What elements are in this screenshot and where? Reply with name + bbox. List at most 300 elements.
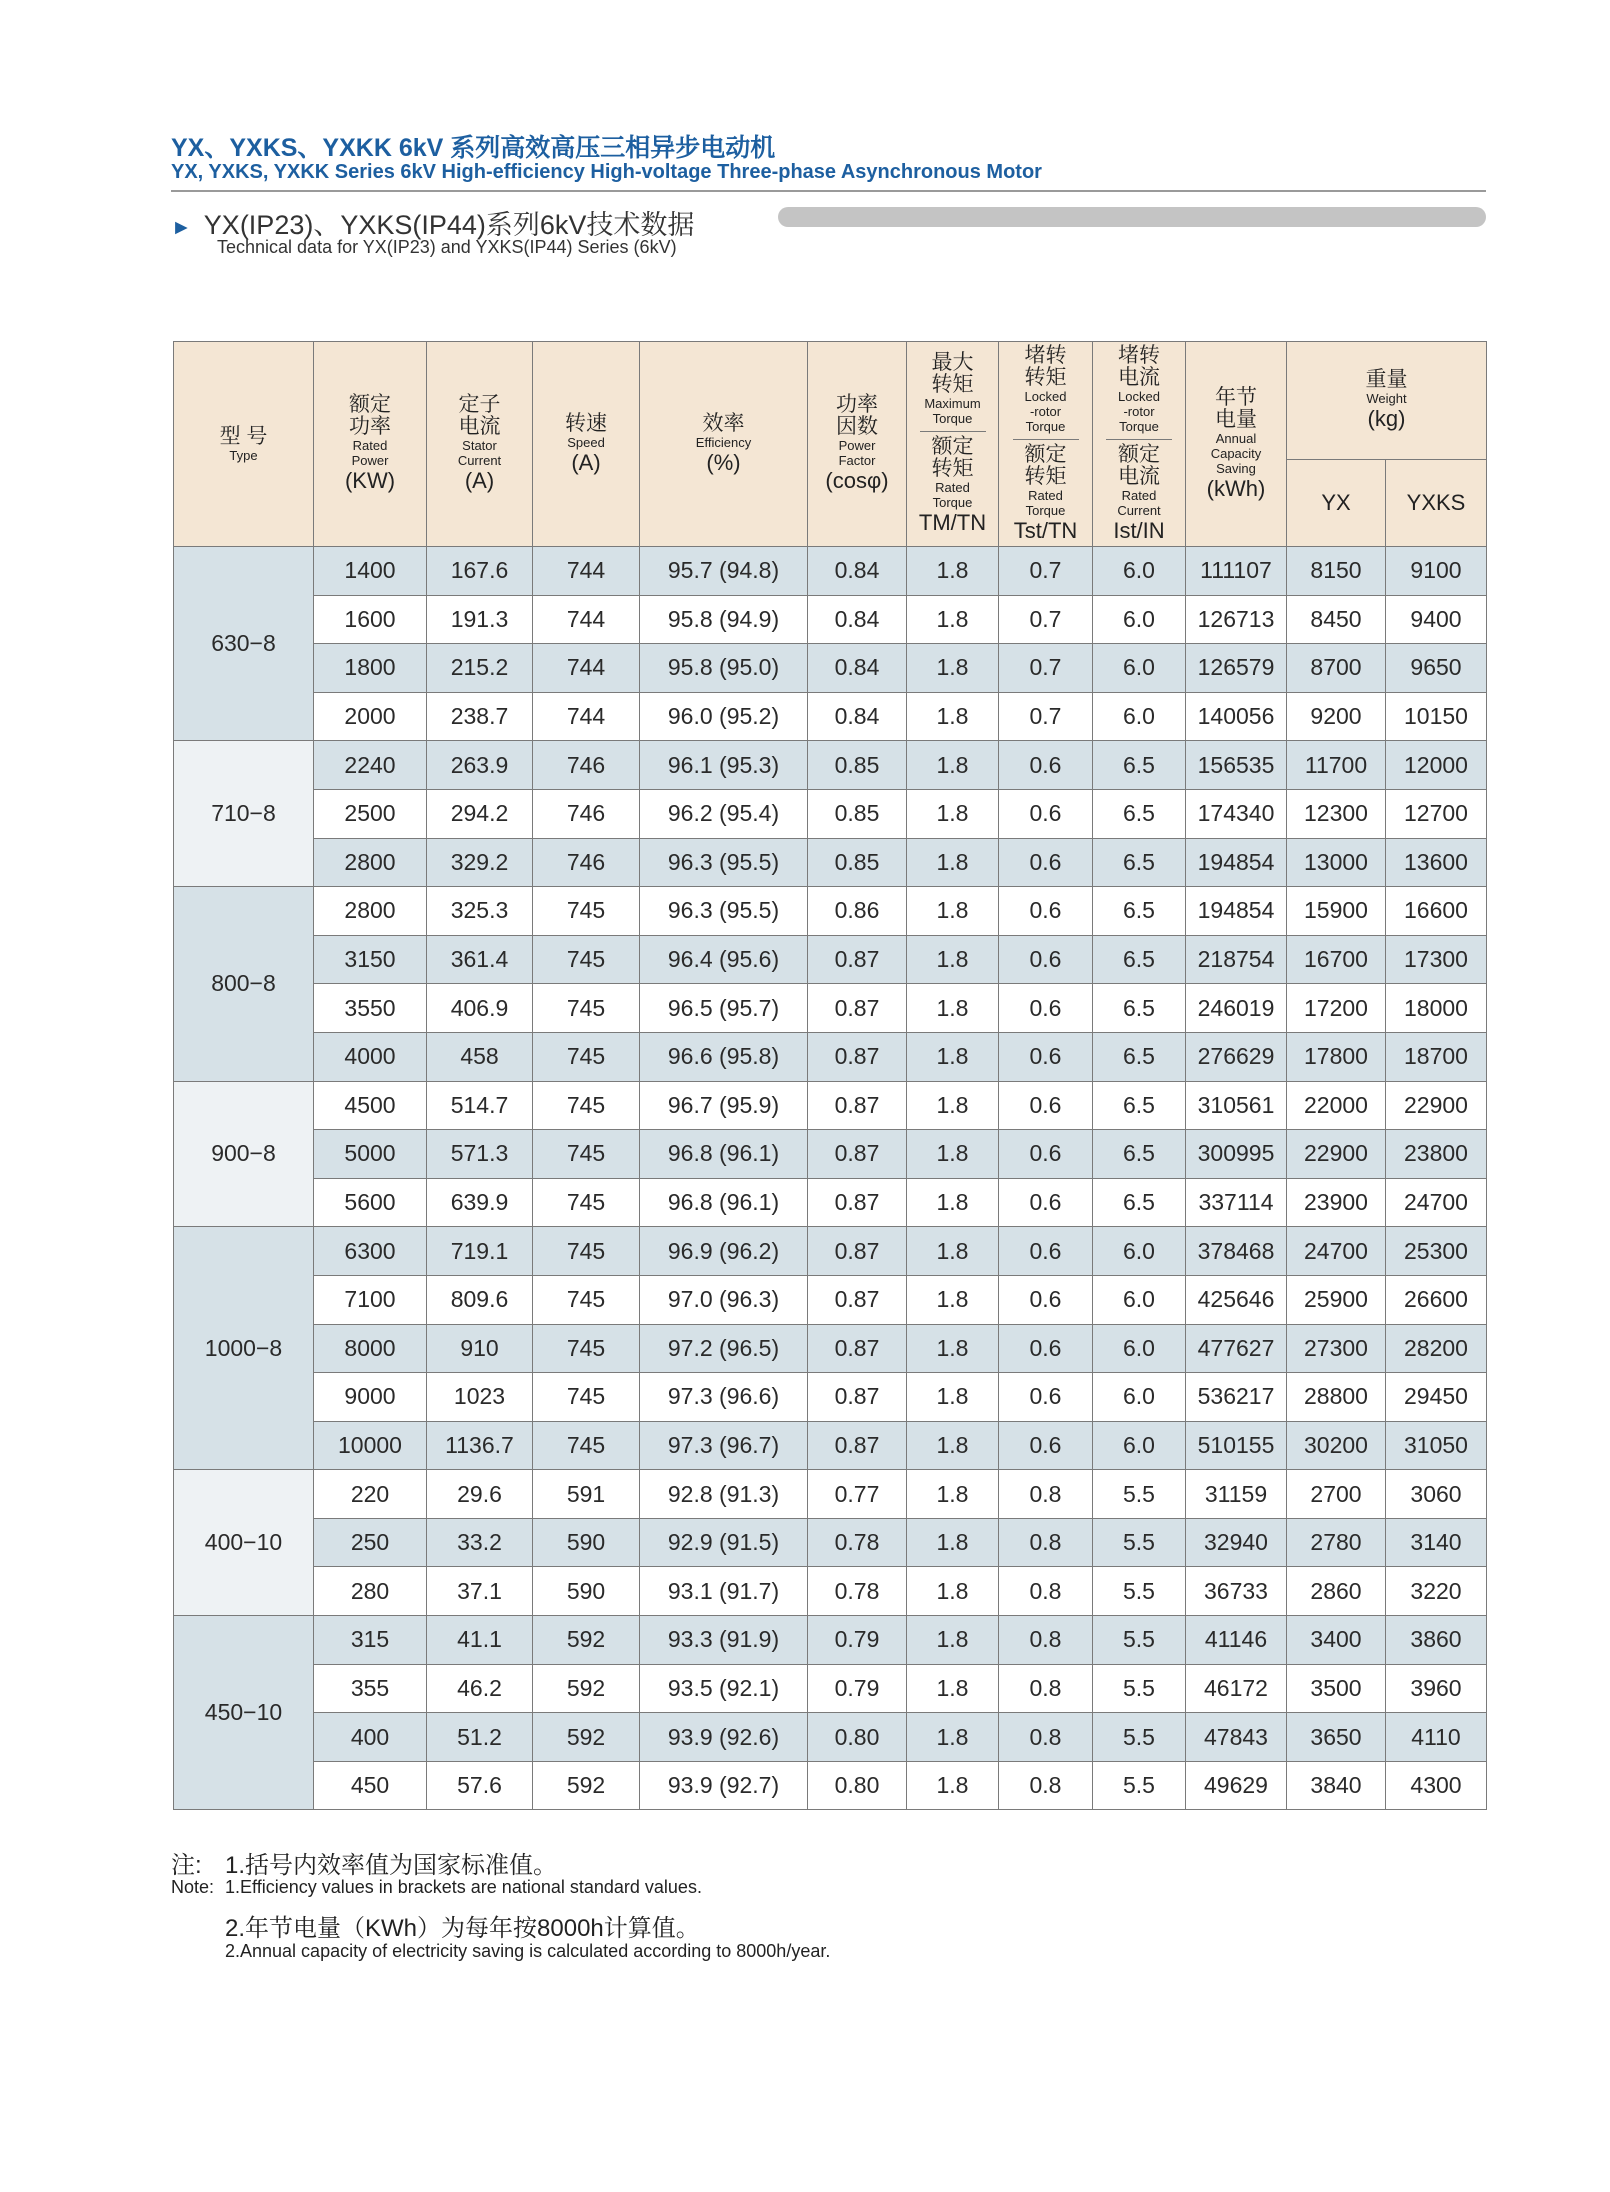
data-cell: 23900 [1287, 1178, 1386, 1227]
data-cell: 93.9 (92.7) [640, 1761, 808, 1810]
data-cell: 1.8 [907, 1664, 999, 1713]
table-row [174, 935, 1487, 984]
data-cell: 24700 [1287, 1227, 1386, 1276]
data-cell: 6.5 [1093, 984, 1186, 1033]
data-cell: 745 [533, 935, 640, 984]
page-title-cn: YX、YXKS、YXKK 6kV 系列高效高压三相异步电动机 [171, 134, 776, 162]
data-cell: 6.0 [1093, 547, 1186, 596]
data-cell: 0.6 [999, 1373, 1093, 1422]
data-cell: 0.8 [999, 1616, 1093, 1665]
data-cell: 32940 [1186, 1518, 1287, 1567]
data-cell: 3550 [314, 984, 427, 1033]
data-cell: 250 [314, 1518, 427, 1567]
col-header-type: 型 号 Type [174, 342, 314, 547]
data-cell: 0.84 [808, 644, 907, 693]
note-1-en-text: 1.Efficiency values in brackets are national standard values. [225, 1877, 702, 1897]
data-cell: 0.8 [999, 1470, 1093, 1519]
data-cell: 315 [314, 1616, 427, 1665]
data-cell: 745 [533, 984, 640, 1033]
data-cell: 4110 [1386, 1713, 1487, 1762]
model-type-cell: 1000−8 [174, 1227, 314, 1470]
data-cell: 7100 [314, 1275, 427, 1324]
data-cell: 745 [533, 1373, 640, 1422]
data-cell: 0.85 [808, 789, 907, 838]
data-cell: 592 [533, 1664, 640, 1713]
data-cell: 1.8 [907, 984, 999, 1033]
data-cell: 194854 [1186, 887, 1287, 936]
data-cell: 96.3 (95.5) [640, 887, 808, 936]
data-cell: 96.5 (95.7) [640, 984, 808, 1033]
data-cell: 0.6 [999, 1324, 1093, 1373]
data-cell: 41.1 [427, 1616, 533, 1665]
table-row [174, 595, 1487, 644]
data-cell: 140056 [1186, 692, 1287, 741]
table-body [174, 547, 1487, 1810]
note-label-en: Note: [171, 1877, 215, 1897]
table-row [174, 1616, 1487, 1665]
data-cell: 1.8 [907, 1616, 999, 1665]
data-cell: 510155 [1186, 1421, 1287, 1470]
data-cell: 2500 [314, 789, 427, 838]
data-cell: 590 [533, 1518, 640, 1567]
data-cell: 1.8 [907, 1373, 999, 1422]
data-cell: 592 [533, 1713, 640, 1762]
data-cell: 744 [533, 692, 640, 741]
data-cell: 0.7 [999, 644, 1093, 693]
data-cell: 1.8 [907, 1518, 999, 1567]
data-cell: 0.84 [808, 547, 907, 596]
data-cell: 23800 [1386, 1130, 1487, 1179]
data-cell: 3060 [1386, 1470, 1487, 1519]
data-cell: 15900 [1287, 887, 1386, 936]
note-2-en: 2.Annual capacity of electricity saving is calculated according to 8000h/year. [225, 1941, 831, 1961]
data-cell: 1600 [314, 595, 427, 644]
data-cell: 0.85 [808, 741, 907, 790]
data-cell: 174340 [1186, 789, 1287, 838]
data-cell: 57.6 [427, 1761, 533, 1810]
data-cell: 97.2 (96.5) [640, 1324, 808, 1373]
data-cell: 536217 [1186, 1373, 1287, 1422]
data-cell: 96.7 (95.9) [640, 1081, 808, 1130]
data-cell: 1.8 [907, 935, 999, 984]
data-cell: 31159 [1186, 1470, 1287, 1519]
data-cell: 8000 [314, 1324, 427, 1373]
data-cell: 1400 [314, 547, 427, 596]
data-cell: 51.2 [427, 1713, 533, 1762]
data-cell: 1.8 [907, 1470, 999, 1519]
data-cell: 425646 [1186, 1275, 1287, 1324]
data-cell: 1.8 [907, 1324, 999, 1373]
table-row [174, 741, 1487, 790]
data-cell: 13000 [1287, 838, 1386, 887]
data-cell: 337114 [1186, 1178, 1287, 1227]
data-cell: 10000 [314, 1421, 427, 1470]
data-cell: 5000 [314, 1130, 427, 1179]
data-cell: 0.8 [999, 1518, 1093, 1567]
data-cell: 17300 [1386, 935, 1487, 984]
data-cell: 6.0 [1093, 644, 1186, 693]
data-cell: 0.87 [808, 1081, 907, 1130]
data-cell: 18700 [1386, 1032, 1487, 1081]
data-cell: 0.78 [808, 1567, 907, 1616]
col-header-stator-current: 定子 电流 Stator Current (A) [427, 342, 533, 547]
data-cell: 18000 [1386, 984, 1487, 1033]
model-type-cell: 710−8 [174, 741, 314, 887]
data-cell: 1.8 [907, 1227, 999, 1276]
data-cell: 5.5 [1093, 1664, 1186, 1713]
data-cell: 2780 [1287, 1518, 1386, 1567]
data-cell: 3140 [1386, 1518, 1487, 1567]
data-cell: 95.7 (94.8) [640, 547, 808, 596]
data-cell: 4300 [1386, 1761, 1487, 1810]
data-cell: 746 [533, 838, 640, 887]
data-cell: 31050 [1386, 1421, 1487, 1470]
data-cell: 2800 [314, 838, 427, 887]
data-cell: 5.5 [1093, 1761, 1186, 1810]
data-cell: 0.6 [999, 1081, 1093, 1130]
data-cell: 246019 [1186, 984, 1287, 1033]
note-1-cn [171, 1845, 557, 1880]
data-cell: 0.6 [999, 935, 1093, 984]
data-cell: 6.5 [1093, 1178, 1186, 1227]
data-cell: 9650 [1386, 644, 1487, 693]
data-cell: 96.2 (95.4) [640, 789, 808, 838]
data-cell: 355 [314, 1664, 427, 1713]
data-cell: 6.5 [1093, 1130, 1186, 1179]
data-cell: 744 [533, 547, 640, 596]
data-cell: 1.8 [907, 547, 999, 596]
col-header-annual-saving: 年节 电量 Annual Capacity Saving (kWh) [1186, 342, 1287, 547]
data-cell: 6.0 [1093, 595, 1186, 644]
data-cell: 1.8 [907, 1761, 999, 1810]
data-cell: 1.8 [907, 644, 999, 693]
data-cell: 0.87 [808, 935, 907, 984]
data-cell: 6.5 [1093, 741, 1186, 790]
data-cell: 9200 [1287, 692, 1386, 741]
data-cell: 0.7 [999, 547, 1093, 596]
data-cell: 96.1 (95.3) [640, 741, 808, 790]
table-row [174, 547, 1487, 596]
data-cell: 0.7 [999, 595, 1093, 644]
data-cell: 17800 [1287, 1032, 1386, 1081]
note-1-en [171, 1877, 702, 1898]
data-cell: 5600 [314, 1178, 427, 1227]
data-cell: 294.2 [427, 789, 533, 838]
data-cell: 0.77 [808, 1470, 907, 1519]
data-cell: 6.0 [1093, 1324, 1186, 1373]
data-cell: 5.5 [1093, 1616, 1186, 1665]
data-cell: 194854 [1186, 838, 1287, 887]
data-cell: 0.87 [808, 1032, 907, 1081]
data-cell: 1.8 [907, 1130, 999, 1179]
data-cell: 22900 [1386, 1081, 1487, 1130]
data-cell: 126713 [1186, 595, 1287, 644]
data-cell: 2860 [1287, 1567, 1386, 1616]
data-cell: 36733 [1186, 1567, 1287, 1616]
data-cell: 263.9 [427, 741, 533, 790]
data-cell: 41146 [1186, 1616, 1287, 1665]
data-cell: 0.7 [999, 692, 1093, 741]
data-cell: 3650 [1287, 1713, 1386, 1762]
col-header-rated-power: 额定 功率 Rated Power (KW) [314, 342, 427, 547]
note-label-cn: 注: [171, 1852, 202, 1879]
data-cell: 0.87 [808, 1130, 907, 1179]
data-cell: 16600 [1386, 887, 1487, 936]
data-cell: 745 [533, 887, 640, 936]
data-cell: 0.6 [999, 1130, 1093, 1179]
data-cell: 745 [533, 1130, 640, 1179]
table-row [174, 1130, 1487, 1179]
data-cell: 22000 [1287, 1081, 1386, 1130]
data-cell: 0.6 [999, 1032, 1093, 1081]
data-cell: 13600 [1386, 838, 1487, 887]
data-cell: 126579 [1186, 644, 1287, 693]
model-type-cell: 450−10 [174, 1616, 314, 1810]
data-cell: 6.0 [1093, 692, 1186, 741]
data-cell: 0.8 [999, 1761, 1093, 1810]
data-cell: 1.8 [907, 692, 999, 741]
data-cell: 2240 [314, 741, 427, 790]
data-cell: 3220 [1386, 1567, 1487, 1616]
table-row [174, 644, 1487, 693]
data-cell: 1.8 [907, 1713, 999, 1762]
data-cell: 746 [533, 741, 640, 790]
data-cell: 93.3 (91.9) [640, 1616, 808, 1665]
section-title-en: Technical data for YX(IP23) and YXKS(IP44) Series (6kV) [217, 237, 677, 257]
data-cell: 92.9 (91.5) [640, 1518, 808, 1567]
data-cell: 1.8 [907, 1421, 999, 1470]
model-type-cell: 800−8 [174, 887, 314, 1081]
data-cell: 220 [314, 1470, 427, 1519]
data-cell: 8450 [1287, 595, 1386, 644]
data-cell: 3860 [1386, 1616, 1487, 1665]
table-row [174, 692, 1487, 741]
data-cell: 4000 [314, 1032, 427, 1081]
data-cell: 95.8 (95.0) [640, 644, 808, 693]
data-cell: 719.1 [427, 1227, 533, 1276]
data-cell: 0.85 [808, 838, 907, 887]
data-cell: 5.5 [1093, 1713, 1186, 1762]
model-type-cell: 630−8 [174, 547, 314, 741]
model-type-cell: 900−8 [174, 1081, 314, 1227]
data-cell: 30200 [1287, 1421, 1386, 1470]
data-cell: 0.6 [999, 789, 1093, 838]
data-cell: 29450 [1386, 1373, 1487, 1422]
data-cell: 0.79 [808, 1664, 907, 1713]
data-cell: 477627 [1186, 1324, 1287, 1373]
triangle-right-icon: ► [171, 216, 192, 239]
data-cell: 745 [533, 1227, 640, 1276]
data-cell: 6.0 [1093, 1227, 1186, 1276]
data-cell: 1023 [427, 1373, 533, 1422]
data-cell: 0.80 [808, 1713, 907, 1762]
data-cell: 6.5 [1093, 1081, 1186, 1130]
data-cell: 1.8 [907, 741, 999, 790]
data-cell: 3840 [1287, 1761, 1386, 1810]
data-cell: 6.5 [1093, 935, 1186, 984]
data-cell: 25300 [1386, 1227, 1487, 1276]
data-cell: 22900 [1287, 1130, 1386, 1179]
table-row [174, 1567, 1487, 1616]
data-cell: 37.1 [427, 1567, 533, 1616]
data-cell: 93.9 (92.6) [640, 1713, 808, 1762]
data-cell: 745 [533, 1421, 640, 1470]
data-cell: 0.87 [808, 1178, 907, 1227]
data-cell: 300995 [1186, 1130, 1287, 1179]
data-cell: 10150 [1386, 692, 1487, 741]
note-1-cn-text: 1.括号内效率值为国家标准值。 [225, 1852, 558, 1879]
data-cell: 2800 [314, 887, 427, 936]
data-cell: 0.6 [999, 1227, 1093, 1276]
data-cell: 0.78 [808, 1518, 907, 1567]
data-cell: 591 [533, 1470, 640, 1519]
data-cell: 6.5 [1093, 1032, 1186, 1081]
data-cell: 1.8 [907, 838, 999, 887]
data-cell: 590 [533, 1567, 640, 1616]
data-cell: 238.7 [427, 692, 533, 741]
data-cell: 1.8 [907, 789, 999, 838]
data-cell: 28800 [1287, 1373, 1386, 1422]
table-row [174, 1713, 1487, 1762]
data-cell: 156535 [1186, 741, 1287, 790]
data-cell: 0.6 [999, 1178, 1093, 1227]
col-header-weight: 重量 Weight (kg) [1287, 342, 1487, 460]
data-cell: 8150 [1287, 547, 1386, 596]
col-header-weight-yx: YX [1287, 460, 1386, 547]
data-cell: 1.8 [907, 1567, 999, 1616]
data-cell: 24700 [1386, 1178, 1487, 1227]
data-cell: 47843 [1186, 1713, 1287, 1762]
table-row [174, 838, 1487, 887]
col-header-power-factor: 功率 因数 Power Factor (cosφ) [808, 342, 907, 547]
data-cell: 0.79 [808, 1616, 907, 1665]
data-cell: 1.8 [907, 1275, 999, 1324]
data-cell: 96.0 (95.2) [640, 692, 808, 741]
data-cell: 167.6 [427, 547, 533, 596]
col-header-locked-rotor-torque: 堵转 转矩 Locked -rotor Torque 额定 转矩 Rated Torque Tst/TN [999, 342, 1093, 547]
data-cell: 5.5 [1093, 1518, 1186, 1567]
data-cell: 0.6 [999, 984, 1093, 1033]
table-row [174, 1275, 1487, 1324]
data-cell: 29.6 [427, 1470, 533, 1519]
data-cell: 0.6 [999, 1275, 1093, 1324]
data-cell: 1.8 [907, 1081, 999, 1130]
table-row [174, 789, 1487, 838]
data-cell: 450 [314, 1761, 427, 1810]
data-cell: 6.5 [1093, 838, 1186, 887]
data-cell: 96.6 (95.8) [640, 1032, 808, 1081]
data-cell: 0.86 [808, 887, 907, 936]
table-row [174, 1032, 1487, 1081]
data-cell: 5.5 [1093, 1470, 1186, 1519]
data-cell: 95.8 (94.9) [640, 595, 808, 644]
data-cell: 1136.7 [427, 1421, 533, 1470]
col-header-weight-yxks: YXKS [1386, 460, 1487, 547]
data-cell: 2000 [314, 692, 427, 741]
table-row [174, 1664, 1487, 1713]
data-cell: 378468 [1186, 1227, 1287, 1276]
data-cell: 27300 [1287, 1324, 1386, 1373]
table-row [174, 1324, 1487, 1373]
data-cell: 458 [427, 1032, 533, 1081]
col-header-speed: 转速 Speed (A) [533, 342, 640, 547]
data-cell: 0.87 [808, 1373, 907, 1422]
data-cell: 191.3 [427, 595, 533, 644]
data-cell: 745 [533, 1081, 640, 1130]
data-cell: 400 [314, 1713, 427, 1762]
data-cell: 6.0 [1093, 1275, 1186, 1324]
data-cell: 514.7 [427, 1081, 533, 1130]
data-cell: 111107 [1186, 547, 1287, 596]
table-row [174, 887, 1487, 936]
data-cell: 0.6 [999, 838, 1093, 887]
data-cell: 12700 [1386, 789, 1487, 838]
data-cell: 92.8 (91.3) [640, 1470, 808, 1519]
data-cell: 97.3 (96.6) [640, 1373, 808, 1422]
data-cell: 97.3 (96.7) [640, 1421, 808, 1470]
data-cell: 280 [314, 1567, 427, 1616]
data-cell: 96.8 (96.1) [640, 1130, 808, 1179]
data-cell: 0.84 [808, 692, 907, 741]
data-cell: 3500 [1287, 1664, 1386, 1713]
data-cell: 745 [533, 1178, 640, 1227]
data-cell: 0.87 [808, 1324, 907, 1373]
data-cell: 639.9 [427, 1178, 533, 1227]
data-cell: 9400 [1386, 595, 1487, 644]
model-type-cell: 400−10 [174, 1470, 314, 1616]
data-cell: 0.8 [999, 1713, 1093, 1762]
table-row [174, 1761, 1487, 1810]
data-cell: 96.9 (96.2) [640, 1227, 808, 1276]
data-cell: 276629 [1186, 1032, 1287, 1081]
data-cell: 0.87 [808, 1227, 907, 1276]
data-cell: 17200 [1287, 984, 1386, 1033]
data-cell: 28200 [1386, 1324, 1487, 1373]
data-cell: 745 [533, 1275, 640, 1324]
data-cell: 0.6 [999, 1421, 1093, 1470]
table-row [174, 1178, 1487, 1227]
table-row [174, 1081, 1487, 1130]
table-row [174, 1518, 1487, 1567]
data-cell: 571.3 [427, 1130, 533, 1179]
data-cell: 4500 [314, 1081, 427, 1130]
data-cell: 8700 [1287, 644, 1386, 693]
data-cell: 0.87 [808, 984, 907, 1033]
data-cell: 96.3 (95.5) [640, 838, 808, 887]
data-cell: 746 [533, 789, 640, 838]
data-cell: 49629 [1186, 1761, 1287, 1810]
data-cell: 6.5 [1093, 789, 1186, 838]
data-cell: 809.6 [427, 1275, 533, 1324]
data-cell: 325.3 [427, 887, 533, 936]
data-cell: 9000 [314, 1373, 427, 1422]
data-cell: 93.5 (92.1) [640, 1664, 808, 1713]
data-cell: 0.6 [999, 741, 1093, 790]
data-cell: 0.8 [999, 1567, 1093, 1616]
data-cell: 310561 [1186, 1081, 1287, 1130]
data-cell: 592 [533, 1761, 640, 1810]
data-cell: 96.8 (96.1) [640, 1178, 808, 1227]
technical-data-table [173, 341, 1487, 1810]
data-cell: 2700 [1287, 1470, 1386, 1519]
note-2-cn: 2.年节电量（KWh）为每年按8000h计算值。 [225, 1915, 700, 1942]
data-cell: 329.2 [427, 838, 533, 887]
data-cell: 592 [533, 1616, 640, 1665]
table-row [174, 984, 1487, 1033]
table-row [174, 1421, 1487, 1470]
data-cell: 5.5 [1093, 1567, 1186, 1616]
data-cell: 1.8 [907, 1178, 999, 1227]
